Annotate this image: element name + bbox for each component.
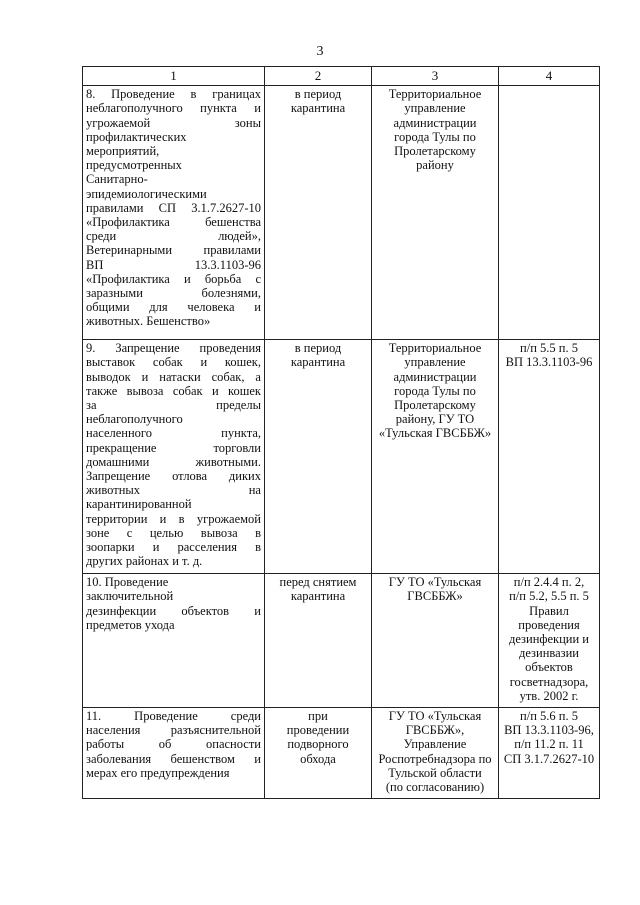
reference-text-line: проведения	[518, 617, 580, 632]
column-header-3: 3	[372, 67, 499, 86]
measure-text-line: правилами СП 3.1.7.2627-10	[86, 200, 261, 215]
responsible-cell	[372, 708, 499, 799]
period-text-line: обхода	[300, 751, 336, 766]
responsible-text-line: Пролетарскому	[394, 398, 476, 413]
measure-text-line: также вывоза собак и кошек	[86, 383, 261, 398]
reference-text-line: объектов	[525, 660, 573, 675]
responsible-text-line: Территориальное	[388, 87, 482, 102]
column-header-2: 2	[265, 67, 372, 86]
responsible-text-line: ГВСББЖ»	[407, 589, 463, 604]
page-number: 3	[316, 44, 324, 59]
measure-text-line: заключительной	[86, 589, 174, 604]
responsible-text-line: администрации	[393, 369, 477, 384]
measure-text-line: мерах его предупреждения	[86, 765, 230, 780]
measure-text-line: неблагополучного пункта и	[86, 101, 261, 116]
measure-text-line: животных. Бешенство»	[86, 314, 211, 329]
responsible-cell	[372, 340, 499, 574]
responsible-text-line: Пролетарскому	[394, 144, 476, 159]
measure-text-line: работы об опасности	[86, 737, 261, 752]
reference-text-line: дезинвазии	[519, 646, 579, 661]
measure-text-line: угрожаемой зоны	[86, 115, 261, 130]
measure-text-line: 11. Проведение среди	[86, 709, 261, 724]
responsible-text-line: управление	[404, 355, 466, 370]
period-text-line: в период	[294, 341, 342, 356]
measure-text-line: «Профилактика и борьба с	[86, 271, 261, 286]
responsible-text-line: ГУ ТО «Тульская	[388, 709, 482, 724]
table-header-row	[83, 67, 600, 86]
column-header-4: 4	[499, 67, 600, 86]
measure-text-line: предметов ухода	[86, 617, 175, 632]
period-text-line: подворного	[287, 737, 349, 752]
period-cell	[265, 708, 372, 799]
responsible-text-line: Роспотребнадзора по	[378, 751, 492, 766]
responsible-text-line: Тульской области	[388, 765, 482, 780]
reference-cell	[499, 86, 600, 340]
table-row	[83, 86, 600, 340]
reference-cell	[499, 574, 600, 708]
reference-text-line: Правил	[529, 603, 569, 618]
measure-text-line: Санитарно-	[86, 172, 148, 187]
responsible-text-line: (по согласованию)	[385, 780, 485, 795]
reference-text-line: госветнадзора,	[509, 674, 589, 689]
measure-text-line: ВП 13.3.1103-96	[86, 257, 261, 272]
reference-text-line: СП 3.1.7.2627-10	[503, 751, 595, 766]
reference-text-line: п/п 5.5 п. 5	[520, 341, 578, 356]
measure-text-line: 10. Проведение	[86, 575, 169, 590]
measure-cell	[83, 340, 265, 574]
measure-text-line: Запрещение отлова диких	[86, 469, 261, 484]
measure-text-line: населенного пункта,	[86, 426, 261, 441]
measure-text-line: домашними животными.	[86, 454, 261, 469]
table-row	[83, 708, 600, 799]
responsible-cell	[372, 86, 499, 340]
measure-text-line: «Профилактика бешенства	[86, 215, 261, 230]
measure-text-line: за пределы	[86, 398, 261, 413]
measure-text-line: общими для человека и	[86, 300, 261, 315]
reference-cell	[499, 708, 600, 799]
measure-text-line: 9. Запрещение проведения	[86, 341, 261, 356]
responsible-text-line: управление	[404, 101, 466, 116]
measure-text-line: зоне с целью вывоза в	[86, 525, 261, 540]
measure-cell	[83, 86, 265, 340]
measure-cell	[83, 708, 265, 799]
period-cell	[265, 86, 372, 340]
responsible-text-line: города Тулы по	[394, 383, 476, 398]
reference-text-line: п/п 11.2 п. 11	[514, 737, 584, 752]
period-text-line: при	[308, 709, 328, 724]
responsible-text-line: города Тулы по	[394, 129, 476, 144]
period-text-line: проведении	[286, 723, 350, 738]
responsible-text-line: администрации	[393, 115, 477, 130]
measure-text-line: предусмотренных	[86, 158, 182, 173]
reference-text-line: ВП 13.3.1103-96,	[504, 723, 594, 738]
measure-text-line: 8. Проведение в границах	[86, 87, 261, 102]
reference-text-line: п/п 5.6 п. 5	[520, 709, 578, 724]
reference-text-line: п/п 2.4.4 п. 2,	[513, 575, 585, 590]
measure-text-line: выводок и натаски собак, а	[86, 369, 261, 384]
responsible-text-line: «Тульская ГВСББЖ»	[378, 426, 492, 441]
reference-text-line: дезинфекции и	[509, 632, 589, 647]
table-body	[83, 86, 600, 799]
period-text-line: карантина	[290, 101, 346, 116]
measure-text-line: зоопарки и расселения в	[86, 540, 261, 555]
measure-text-line: животных на	[86, 483, 261, 498]
measure-text-line: населения разъяснительной	[86, 723, 261, 738]
measure-text-line: выставок собак и кошек,	[86, 355, 261, 370]
measure-text-line: профилактических	[86, 129, 187, 144]
responsible-text-line: району, ГУ ТО	[395, 412, 475, 427]
reference-text-line: ВП 13.3.1103-96	[505, 355, 593, 370]
period-text-line: карантина	[290, 355, 346, 370]
responsible-text-line: Территориальное	[388, 341, 482, 356]
period-text-line: в период	[294, 87, 342, 102]
measure-text-line: эпидемиологическими	[86, 186, 207, 201]
measure-text-line: заразными болезнями,	[86, 286, 261, 301]
measure-text-line: дезинфекции объектов и	[86, 603, 261, 618]
period-cell	[265, 574, 372, 708]
responsible-text-line: ГВСББЖ»,	[405, 723, 465, 738]
column-header-1: 1	[83, 67, 265, 86]
responsible-text-line: району	[416, 158, 454, 173]
reference-text-line: утв. 2002 г.	[519, 688, 579, 703]
responsible-text-line: ГУ ТО «Тульская	[388, 575, 482, 590]
measure-text-line: территории и в угрожаемой	[86, 511, 261, 526]
measure-text-line: других районах и т. д.	[86, 554, 203, 569]
period-text-line: перед снятием	[279, 575, 357, 590]
measure-text-line: среди людей»,	[86, 229, 261, 244]
reference-text-line: п/п 5.2, 5.5 п. 5	[509, 589, 589, 604]
reference-cell	[499, 340, 600, 574]
table-row	[83, 340, 600, 574]
measure-text-line: неблагополучного	[86, 412, 183, 427]
measure-text-line: заболевания бешенством и	[86, 751, 261, 766]
measure-text-line: мероприятий,	[86, 144, 160, 159]
table-row	[83, 574, 600, 708]
measure-text-line: прекращение торговли	[86, 440, 261, 455]
measure-text-line: Ветеринарными правилами	[86, 243, 261, 258]
measure-cell	[83, 574, 265, 708]
measure-text-line: карантинированной	[86, 497, 192, 512]
period-cell	[265, 340, 372, 574]
responsible-cell	[372, 574, 499, 708]
measures-table	[82, 66, 600, 799]
period-text-line: карантина	[290, 589, 346, 604]
responsible-text-line: Управление	[403, 737, 467, 752]
